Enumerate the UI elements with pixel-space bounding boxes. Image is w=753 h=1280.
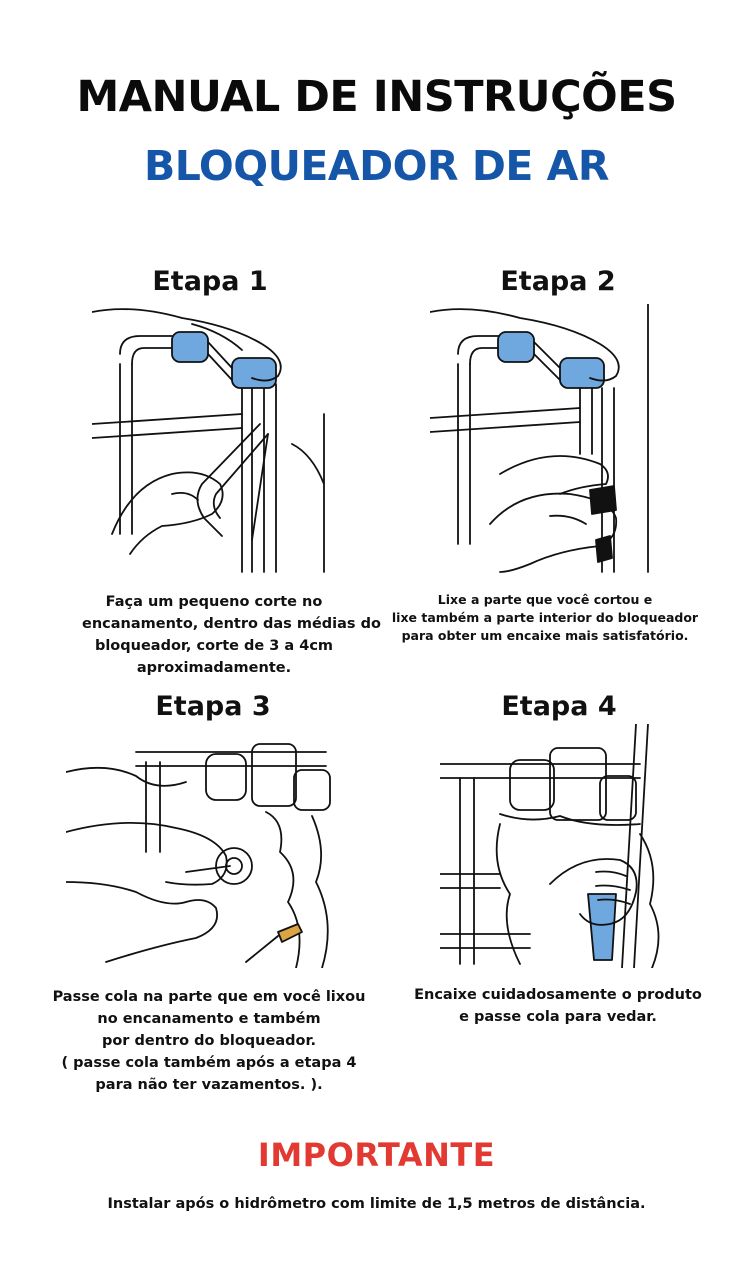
step-3-caption: Passe cola na parte que em você lixou no encanamento e também por dentro do bloqueador. ( passe cola também após a etapa 4 para não ter vazamentos. ).: [52, 989, 366, 1093]
step-4-title: Etapa 4: [501, 691, 617, 722]
important-heading: IMPORTANTE: [257, 1136, 496, 1174]
page-title: MANUAL DE INSTRUÇÕES: [76, 72, 677, 122]
step-1-illustration: [92, 304, 332, 574]
page-subtitle: BLOQUEADOR DE AR: [143, 142, 609, 190]
step-2-illustration: [430, 304, 656, 574]
step-2-caption: Lixe a parte que você cortou e lixe também a parte interior do bloqueador para obter um encaixe mais satisfatório.: [391, 592, 699, 643]
step-2-title: Etapa 2: [500, 266, 616, 297]
step-1-caption: Faça um pequeno corte no encanamento, dentro das médias do bloqueador, corte de 3 a 4cm aproximadamente.: [82, 594, 381, 676]
step-1-title: Etapa 1: [152, 266, 268, 297]
important-note: Instalar após o hidrômetro com limite de 1,5 metros de distância.: [107, 1196, 646, 1212]
step-3-title: Etapa 3: [155, 691, 271, 722]
step-4-caption: Encaixe cuidadosamente o produto e passe cola para vedar.: [414, 987, 702, 1025]
step-3-illustration: [66, 732, 338, 968]
step-4-illustration: [440, 724, 666, 968]
